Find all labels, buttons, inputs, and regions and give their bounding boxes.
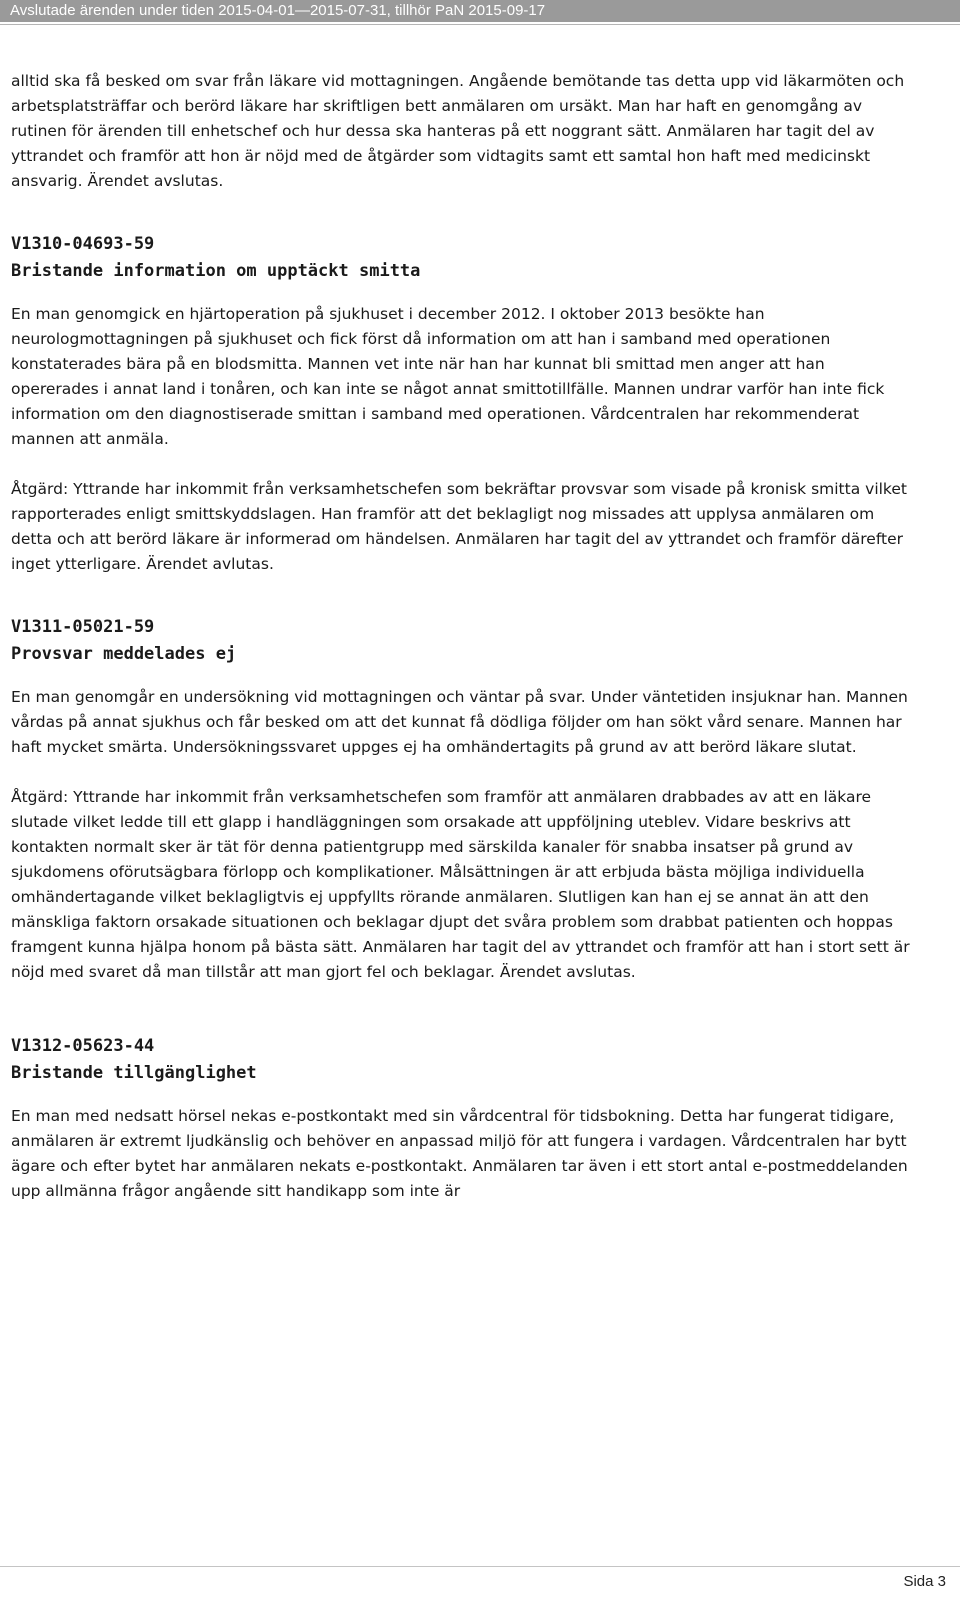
document-body — [11, 69, 911, 1241]
document-running-header — [0, 0, 960, 22]
case-action: Åtgärd: Yttrande har inkommit från verksamhetschefen som framför att anmälaren drabbades av att en läkare slutade vilket ledde till ett glapp i handläggningen som orsakade att uppföljning uteblev. Vidare beskrivs att kontakten normalt sker är tät för denna patientgrupp med särskilda kanaler för snabba insatser på grund av sjukdomens oförutsägbara förlopp och komplikationer. Målsättningen är att erbjuda bästa möjliga individuella omhändertagande vilket beklagligtvis ej uppfyllts rörande anmälaren. Slutligen kan han ej se annat än att den mänskliga faktorn orsakade situationen och beklagar djupt det svåra problem som drabbat patienten och hoppas framgent kunna hjälpa honom på bästa sätt. Anmälaren har tagit del av yttrandet och framför att han i stort sett är nöjd med svaret då man tillstår att man gjort fel och beklagar. Ärendet avslutas. — [11, 788, 910, 981]
page-footer — [0, 1566, 960, 1597]
header-title: Avslutade ärenden under tiden 2015-04-01—2015-07-31, tillhör PaN 2015-09-17 — [10, 2, 546, 19]
page-number: Sida 3 — [903, 1573, 946, 1590]
case-title: Bristande information om upptäckt smitta — [11, 261, 421, 281]
footer-divider — [0, 1566, 960, 1567]
header-divider — [0, 24, 960, 25]
case-action: Åtgärd: Yttrande har inkommit från verksamhetschefen som bekräftar provsvar som visade på kronisk smitta vilket rapporterades enligt smittskyddslagen. Han framför att det beklagligt nog missades att upplysa anmälaren om detta och att berörd läkare är informerad om händelsen. Anmälaren har tagit del av yttrandet och framför därefter inget ytterligare. Ärendet avlutas. — [11, 480, 907, 573]
case-title: Bristande tillgänglighet — [11, 1063, 257, 1083]
case-id: V1312-05623-44 — [11, 1036, 155, 1056]
case-block — [11, 1033, 911, 1204]
case-block — [11, 614, 911, 985]
case-title: Provsvar meddelades ej — [11, 644, 237, 664]
case-description: En man genomgår en undersökning vid mottagningen och väntar på svar. Under väntetiden insjuknar han. Mannen vårdas på annat sjukhus och får besked om att det kunnat få dödliga följder om han sökt vård senare. Mannen har haft mycket smärta. Undersökningssvaret uppges ej ha omhändertagits på grund av att berörd läkare slutat. — [11, 688, 908, 756]
case-block — [11, 231, 911, 577]
intro-paragraph: alltid ska få besked om svar från läkare vid mottagningen. Angående bemötande tas detta upp vid läkarmöten och arbetsplatsträffar och berörd läkare har skriftligen bett anmälaren om ursäkt. Man har haft en genomgång av rutinen för ärenden till enhetschef och hur dessa ska hanteras på ett noggrant sätt. Anmälaren har tagit del av yttrandet och framför att hon är nöjd med de åtgärder som vidtagits samt ett samtal hon haft med medicinskt ansvarig. Ärendet avslutas. — [11, 72, 905, 190]
case-id: V1310-04693-59 — [11, 234, 155, 254]
case-description: En man med nedsatt hörsel nekas e-postkontakt med sin vårdcentral för tidsbokning. Detta har fungerat tidigare, anmälaren är extremt ljudkänslig och behöver en anpassad miljö för att fungera i vardagen. Vårdcentralen har bytt ägare och efter bytet har anmälaren nekats e-postkontakt. Anmälaren tar även i ett stort antal e-postmeddelanden upp allmänna frågor angående sitt handikapp som inte är — [11, 1107, 908, 1200]
case-description: En man genomgick en hjärtoperation på sjukhuset i december 2012. I oktober 2013 besökte han neurologmottagningen på sjukhuset och fick först då information om att han i samband med operationen konstaterades bära på en blodsmitta. Mannen vet inte när han har kunnat bli smittad men anger att han opererades i annat land i tonåren, och kan inte se något annat smittotillfälle. Mannen undrar varför han inte fick information om den diagnostiserade smittan i samband med operationen. Vårdcentralen har rekommenderat mannen att anmäla. — [11, 305, 885, 448]
case-id: V1311-05021-59 — [11, 617, 155, 637]
